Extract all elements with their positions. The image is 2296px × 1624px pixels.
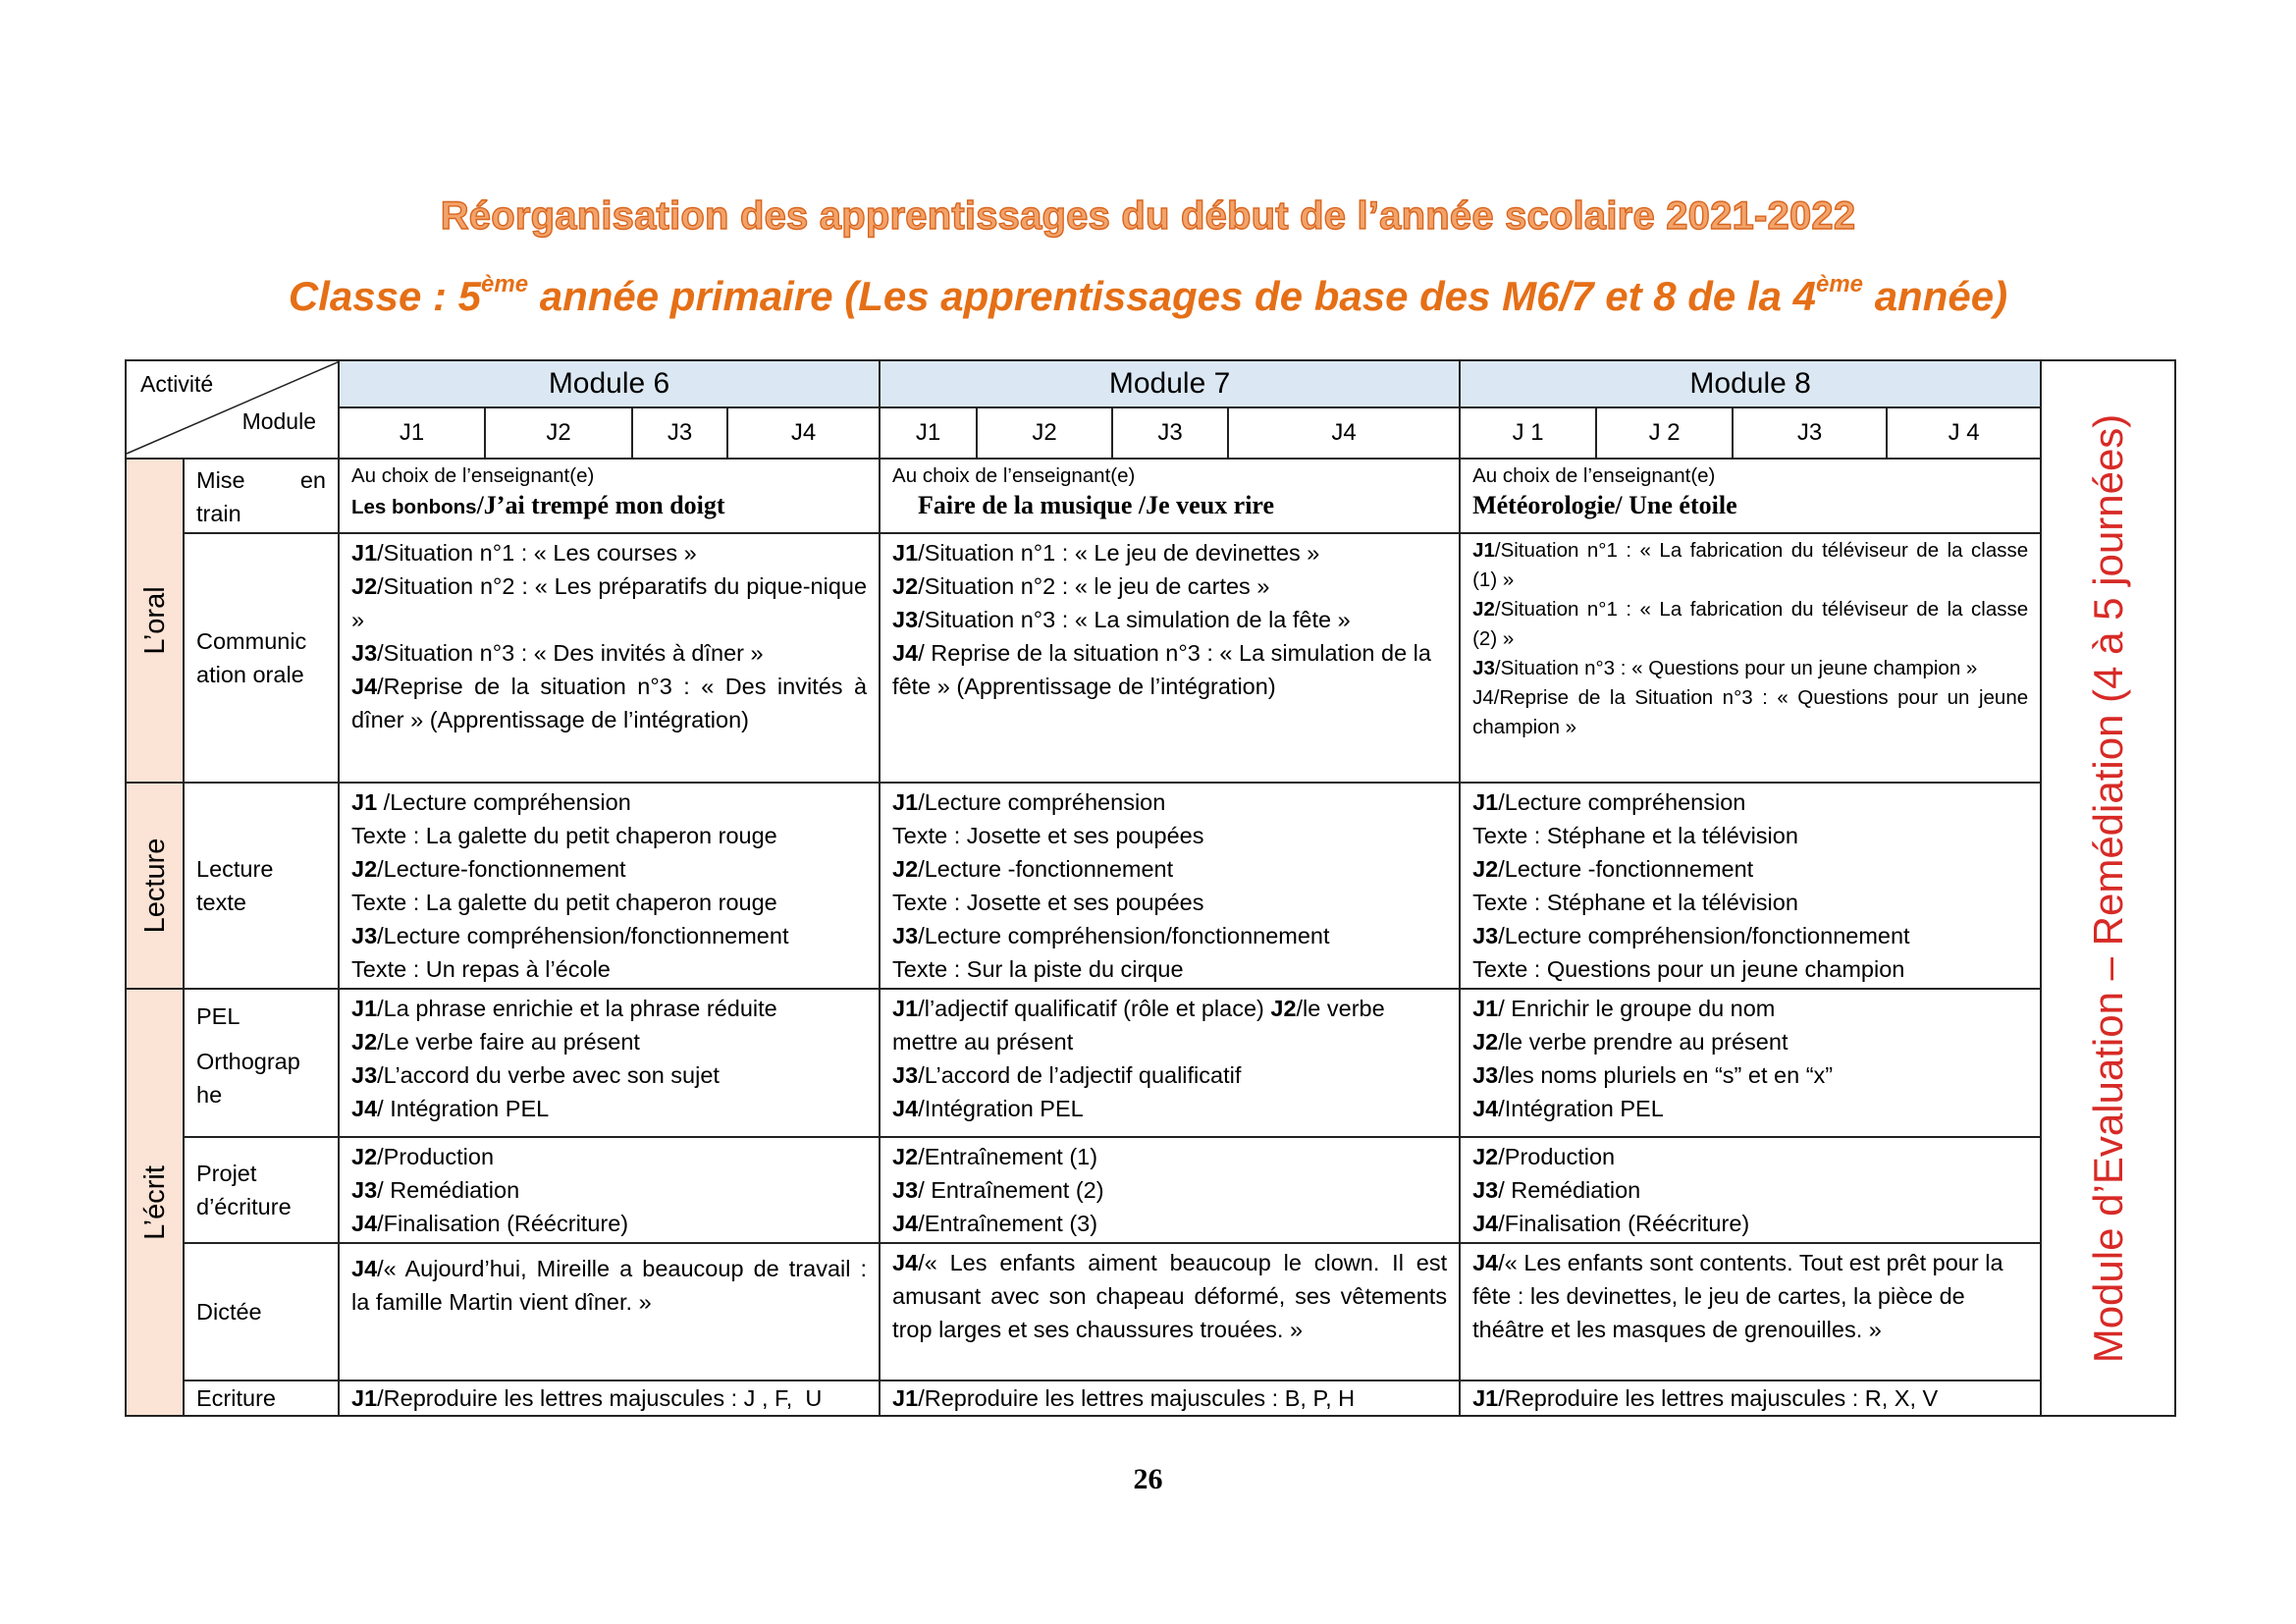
m6-proj-j: J2 <box>351 1144 378 1169</box>
page-number: 26 <box>1133 1463 1163 1495</box>
m7-lecture <box>880 783 1460 989</box>
en-word: en <box>299 467 326 493</box>
m7-lec-t: Texte : Josette et ses poupées <box>892 890 1204 915</box>
m7-dictee-t: /« Les enfants aiment beaucoup le clown. Il est amusant avec son chapeau déformé, ses vêtements trop larges et ses chaussures trouées. » <box>892 1250 1448 1342</box>
m8-dictee-t: /« Les enfants sont contents. Tout est prêt pour la fête : les devinettes, le jeu de cartes, la pièce de théâtre et les masques de grenouilles. » <box>1472 1250 2003 1342</box>
m7-day-header: J1 <box>880 407 977 459</box>
mise-word: Mise <box>196 467 245 493</box>
m7-day-header: J3 <box>1112 407 1228 459</box>
m6-com-j: J3 <box>351 640 378 666</box>
m6-ecr-t: /Reproduire les lettres majuscules : J , F, U <box>377 1385 823 1411</box>
subtitle-part1: Classe : 5 <box>288 273 482 319</box>
evaluation-column <box>2041 360 2175 1416</box>
m8-lec-t: /Lecture -fonctionnement <box>1498 856 1754 882</box>
m8-lec-t: Texte : Stéphane et la télévision <box>1472 823 1798 848</box>
m8-pel-j: J1 <box>1472 996 1499 1021</box>
m8-mise-en-train <box>1460 459 2041 533</box>
m7-proj-t: /Entraînement (3) <box>918 1211 1098 1236</box>
m6-pel-t: /La phrase enrichie et la phrase réduite <box>377 996 777 1021</box>
m6-proj-t: /Production <box>377 1144 495 1169</box>
subtitle-part2: année primaire (Les apprentissages de base des M6/7 et 8 de la 4 <box>528 273 1816 319</box>
m7-com-t: /Situation n°3 : « La simulation de la fête » <box>918 607 1351 632</box>
subtitle-sup1: ème <box>481 271 529 298</box>
m6-day-header: J3 <box>632 407 727 459</box>
m8-com-j: J3 <box>1472 657 1495 679</box>
m6-dictee-t: /« Aujourd’hui, Mireille a beaucoup de travail : la famille Martin vient dîner. » <box>351 1256 868 1315</box>
m8-lec-j: J1 <box>1472 789 1499 815</box>
m6-ecr-j: J1 <box>351 1385 378 1411</box>
m8-proj-t: / Remédiation <box>1498 1177 1641 1203</box>
m8-day-header: J 4 <box>1887 407 2041 459</box>
m6-pel-t: /L’accord du verbe avec son sujet <box>377 1062 720 1088</box>
m6-mise-en-train <box>339 459 880 533</box>
activity-projet <box>184 1137 339 1243</box>
m6-pel <box>339 989 880 1137</box>
m8-communication <box>1460 533 2041 783</box>
m7-lec-t: /Lecture compréhension <box>918 789 1166 815</box>
m7-ecriture <box>880 1380 1460 1416</box>
train-word: train <box>196 501 241 526</box>
domain-lecture <box>126 783 184 989</box>
m6-lec-t: /Lecture compréhension <box>377 789 631 815</box>
m8-dictee <box>1460 1243 2041 1380</box>
m8-day-header: J 1 <box>1460 407 1596 459</box>
m7-com-j: J4 <box>892 640 919 666</box>
communication-label: Communic ation orale <box>196 628 307 687</box>
m7-proj-j: J4 <box>892 1211 919 1236</box>
m8-ecriture <box>1460 1380 2041 1416</box>
m8-proj-j: J4 <box>1472 1211 1499 1236</box>
m6-com-j: J2 <box>351 573 378 599</box>
m7-proj-t: / Entraînement (2) <box>918 1177 1104 1203</box>
m6-proj-j: J4 <box>351 1211 378 1236</box>
m6-com-t: /Situation n°1 : « Les courses » <box>377 540 697 566</box>
m8-projet <box>1460 1137 2041 1243</box>
m8-pel-t: /les noms pluriels en “s” et en “x” <box>1498 1062 1834 1088</box>
m8-ecr-j: J1 <box>1472 1385 1499 1411</box>
m7-com-j: J2 <box>892 573 919 599</box>
m6-com-j: J4 <box>351 674 378 699</box>
m7-lec-t: Texte : Sur la piste du cirque <box>892 956 1184 982</box>
m7-lec-j: J2 <box>892 856 919 882</box>
m8-lec-t: /Lecture compréhension/fonctionnement <box>1498 923 1910 948</box>
m7-projet <box>880 1137 1460 1243</box>
m8-lec-t: /Lecture compréhension <box>1498 789 1746 815</box>
subtitle-sup2: ème <box>1815 271 1864 298</box>
m6-com-t: /Situation n°3 : « Des invités à dîner » <box>377 640 764 666</box>
m6-lec-t: Texte : La galette du petit chaperon rouge <box>351 823 777 848</box>
module-6-header: Module 6 <box>339 360 880 407</box>
domain-ecrit <box>126 989 184 1416</box>
m6-lec-t: /Lecture compréhension/fonctionnement <box>377 923 789 948</box>
m7-day-header: J2 <box>977 407 1112 459</box>
m6-pel-j: J4 <box>351 1096 378 1121</box>
m7-com-j: J3 <box>892 607 919 632</box>
m6-lec-j: J2 <box>351 856 378 882</box>
m8-dictee-j: J4 <box>1472 1250 1499 1275</box>
m6-lec-j: J1 <box>351 789 378 815</box>
m7-lec-j: J1 <box>892 789 919 815</box>
m8-day-header: J3 <box>1733 407 1887 459</box>
m7-lec-t: /Lecture compréhension/fonctionnement <box>918 923 1330 948</box>
m8-lec-t: Texte : Questions pour un jeune champion <box>1472 956 1905 982</box>
projet-label: Projet d’écriture <box>196 1161 292 1219</box>
m7-lec-j: J3 <box>892 923 919 948</box>
m7-pel-j: J3 <box>892 1062 919 1088</box>
activity-dictee <box>184 1243 339 1380</box>
m6-lec-j: J3 <box>351 923 378 948</box>
domain-lecture-label: Lecture <box>138 838 171 934</box>
m6-choice: Au choix de l’enseignant(e) <box>351 464 595 487</box>
m6-proj-t: /Finalisation (Réécriture) <box>377 1211 629 1236</box>
m7-com-j: J1 <box>892 540 919 566</box>
pel-label: PEL <box>196 1003 240 1029</box>
m8-pel-t: /le verbe prendre au présent <box>1498 1029 1789 1055</box>
m7-proj-j: J3 <box>892 1177 919 1203</box>
m8-com-t: /Situation n°1 : « La fabrication du téléviseur de la classe (2) » <box>1472 598 2029 650</box>
m8-ecr-t: /Reproduire les lettres majuscules : R, X, V <box>1498 1385 1939 1411</box>
m8-lecture <box>1460 783 2041 989</box>
m7-communication <box>880 533 1460 783</box>
m7-lec-t: Texte : Josette et ses poupées <box>892 823 1204 848</box>
m8-pel-j: J4 <box>1472 1096 1499 1121</box>
m8-proj-j: J3 <box>1472 1177 1499 1203</box>
m8-choice: Au choix de l’enseignant(e) <box>1472 464 1716 487</box>
m7-pel-j: J4 <box>892 1096 919 1121</box>
m8-pel <box>1460 989 2041 1137</box>
m7-lec-t: /Lecture -fonctionnement <box>918 856 1174 882</box>
m6-pel-j: J2 <box>351 1029 378 1055</box>
orthographe-label: Orthograp he <box>196 1049 300 1108</box>
m7-com-t: /Situation n°1 : « Le jeu de devinettes » <box>918 540 1320 566</box>
m8-pel-j: J3 <box>1472 1062 1499 1088</box>
m6-com-j: J1 <box>351 540 378 566</box>
m6-dictee-j: J4 <box>351 1256 378 1281</box>
ecriture-label: Ecriture <box>196 1385 276 1411</box>
planning-table <box>125 359 2176 1417</box>
activity-pel <box>184 989 339 1137</box>
m7-pel-t: /L’accord de l’adjectif qualificatif <box>918 1062 1242 1088</box>
m8-proj-t: /Production <box>1498 1144 1616 1169</box>
activity-communication <box>184 533 339 783</box>
m6-pel-t: / Intégration PEL <box>377 1096 550 1121</box>
m7-pel-t: /le verbe mettre au présent <box>892 996 1385 1055</box>
m8-proj-t: /Finalisation (Réécriture) <box>1498 1211 1750 1236</box>
m6-day-header: J4 <box>727 407 880 459</box>
m6-lec-t: /Lecture-fonctionnement <box>377 856 626 882</box>
m8-proj-j: J2 <box>1472 1144 1499 1169</box>
activity-mise-en-train <box>184 459 339 533</box>
m8-com-t: /Situation n°3 : « Questions pour un jeune champion » <box>1494 657 1978 679</box>
m6-day-header: J2 <box>485 407 632 459</box>
m6-projet <box>339 1137 880 1243</box>
m8-lec-j: J3 <box>1472 923 1499 948</box>
m6-day-header: J1 <box>339 407 485 459</box>
m7-com-t: / Reprise de la situation n°3 : « La simulation de la fête » (Apprentissage de l’intégration) <box>892 640 1431 699</box>
m6-communication <box>339 533 880 783</box>
m8-day-header: J 2 <box>1596 407 1733 459</box>
m8-com-t: J4/Reprise de la Situation n°3 : « Questions pour un jeune champion » <box>1472 686 2029 738</box>
header-module: Module <box>241 408 316 434</box>
m6-pel-j: J3 <box>351 1062 378 1088</box>
document-subtitle <box>0 273 2296 320</box>
m8-pel-j: J2 <box>1472 1029 1499 1055</box>
activity-ecriture <box>184 1380 339 1416</box>
subtitle-part3: année) <box>1863 273 2008 319</box>
domain-oral-label: L’oral <box>138 586 171 655</box>
m7-choice: Au choix de l’enseignant(e) <box>892 464 1136 487</box>
m7-proj-t: /Entraînement (1) <box>918 1144 1098 1169</box>
m6-proj-j: J3 <box>351 1177 378 1203</box>
m8-lec-t: Texte : Stéphane et la télévision <box>1472 890 1798 915</box>
m6-proj-t: / Remédiation <box>377 1177 520 1203</box>
module-7-header: Module 7 <box>880 360 1460 407</box>
m6-ecriture <box>339 1380 880 1416</box>
m6-com-t: /Situation n°2 : « Les préparatifs du pique-nique » <box>351 573 868 632</box>
m6-small-title: Les bonbons <box>351 496 477 518</box>
m8-com-j: J2 <box>1472 598 1495 621</box>
lecture-texte-label: Lecture texte <box>196 856 274 915</box>
m6-big-title: /J’ai trempé mon doigt <box>476 491 725 519</box>
m7-day-header: J4 <box>1228 407 1460 459</box>
m8-pel-t: / Enrichir le groupe du nom <box>1498 996 1776 1021</box>
header-activite: Activité <box>140 371 214 397</box>
document-title: Réorganisation des apprentissages du début de l’année scolaire 2021-2022 <box>440 194 1856 238</box>
m7-ecr-t: /Reproduire les lettres majuscules : B, P, H <box>918 1385 1356 1411</box>
m7-pel-t: /Intégration PEL <box>918 1096 1084 1121</box>
m7-dictee-j: J4 <box>892 1250 919 1275</box>
m7-pel-j: J1 <box>892 996 919 1021</box>
m7-dictee <box>880 1243 1460 1380</box>
m7-pel-t: /l’adjectif qualificatif (rôle et place) <box>918 996 1271 1021</box>
m6-pel-j: J1 <box>351 996 378 1021</box>
m6-lec-t: Texte : Un repas à l’école <box>351 956 611 982</box>
module-8-header: Module 8 <box>1460 360 2041 407</box>
m7-mise-en-train <box>880 459 1460 533</box>
m7-proj-j: J2 <box>892 1144 919 1169</box>
m8-com-j: J1 <box>1472 539 1495 562</box>
m7-com-t: /Situation n°2 : « le jeu de cartes » <box>918 573 1270 599</box>
m8-big-title: Météorologie/ Une étoile <box>1472 491 1737 519</box>
m8-com-t: /Situation n°1 : « La fabrication du téléviseur de la classe (1) » <box>1472 539 2029 591</box>
m6-lecture <box>339 783 880 989</box>
header-corner <box>126 360 339 459</box>
m6-com-t: /Reprise de la situation n°3 : « Des invités à dîner » (Apprentissage de l’intégration) <box>351 674 868 732</box>
evaluation-label: Module d’Evaluation – Remédiation (4 à 5 journées) <box>2084 413 2131 1363</box>
domain-ecrit-label: L’écrit <box>138 1164 171 1240</box>
domain-oral <box>126 459 184 783</box>
m6-dictee <box>339 1243 880 1380</box>
m7-big-title: Faire de la musique /Je veux rire <box>918 491 1275 519</box>
m7-pel-j: J2 <box>1270 996 1297 1021</box>
dictee-label: Dictée <box>196 1299 262 1325</box>
m7-ecr-j: J1 <box>892 1385 919 1411</box>
m8-lec-j: J2 <box>1472 856 1499 882</box>
m7-pel <box>880 989 1460 1137</box>
m6-lec-t: Texte : La galette du petit chaperon rouge <box>351 890 777 915</box>
m6-pel-t: /Le verbe faire au présent <box>377 1029 640 1055</box>
m8-pel-t: /Intégration PEL <box>1498 1096 1664 1121</box>
activity-lecture-texte <box>184 783 339 989</box>
